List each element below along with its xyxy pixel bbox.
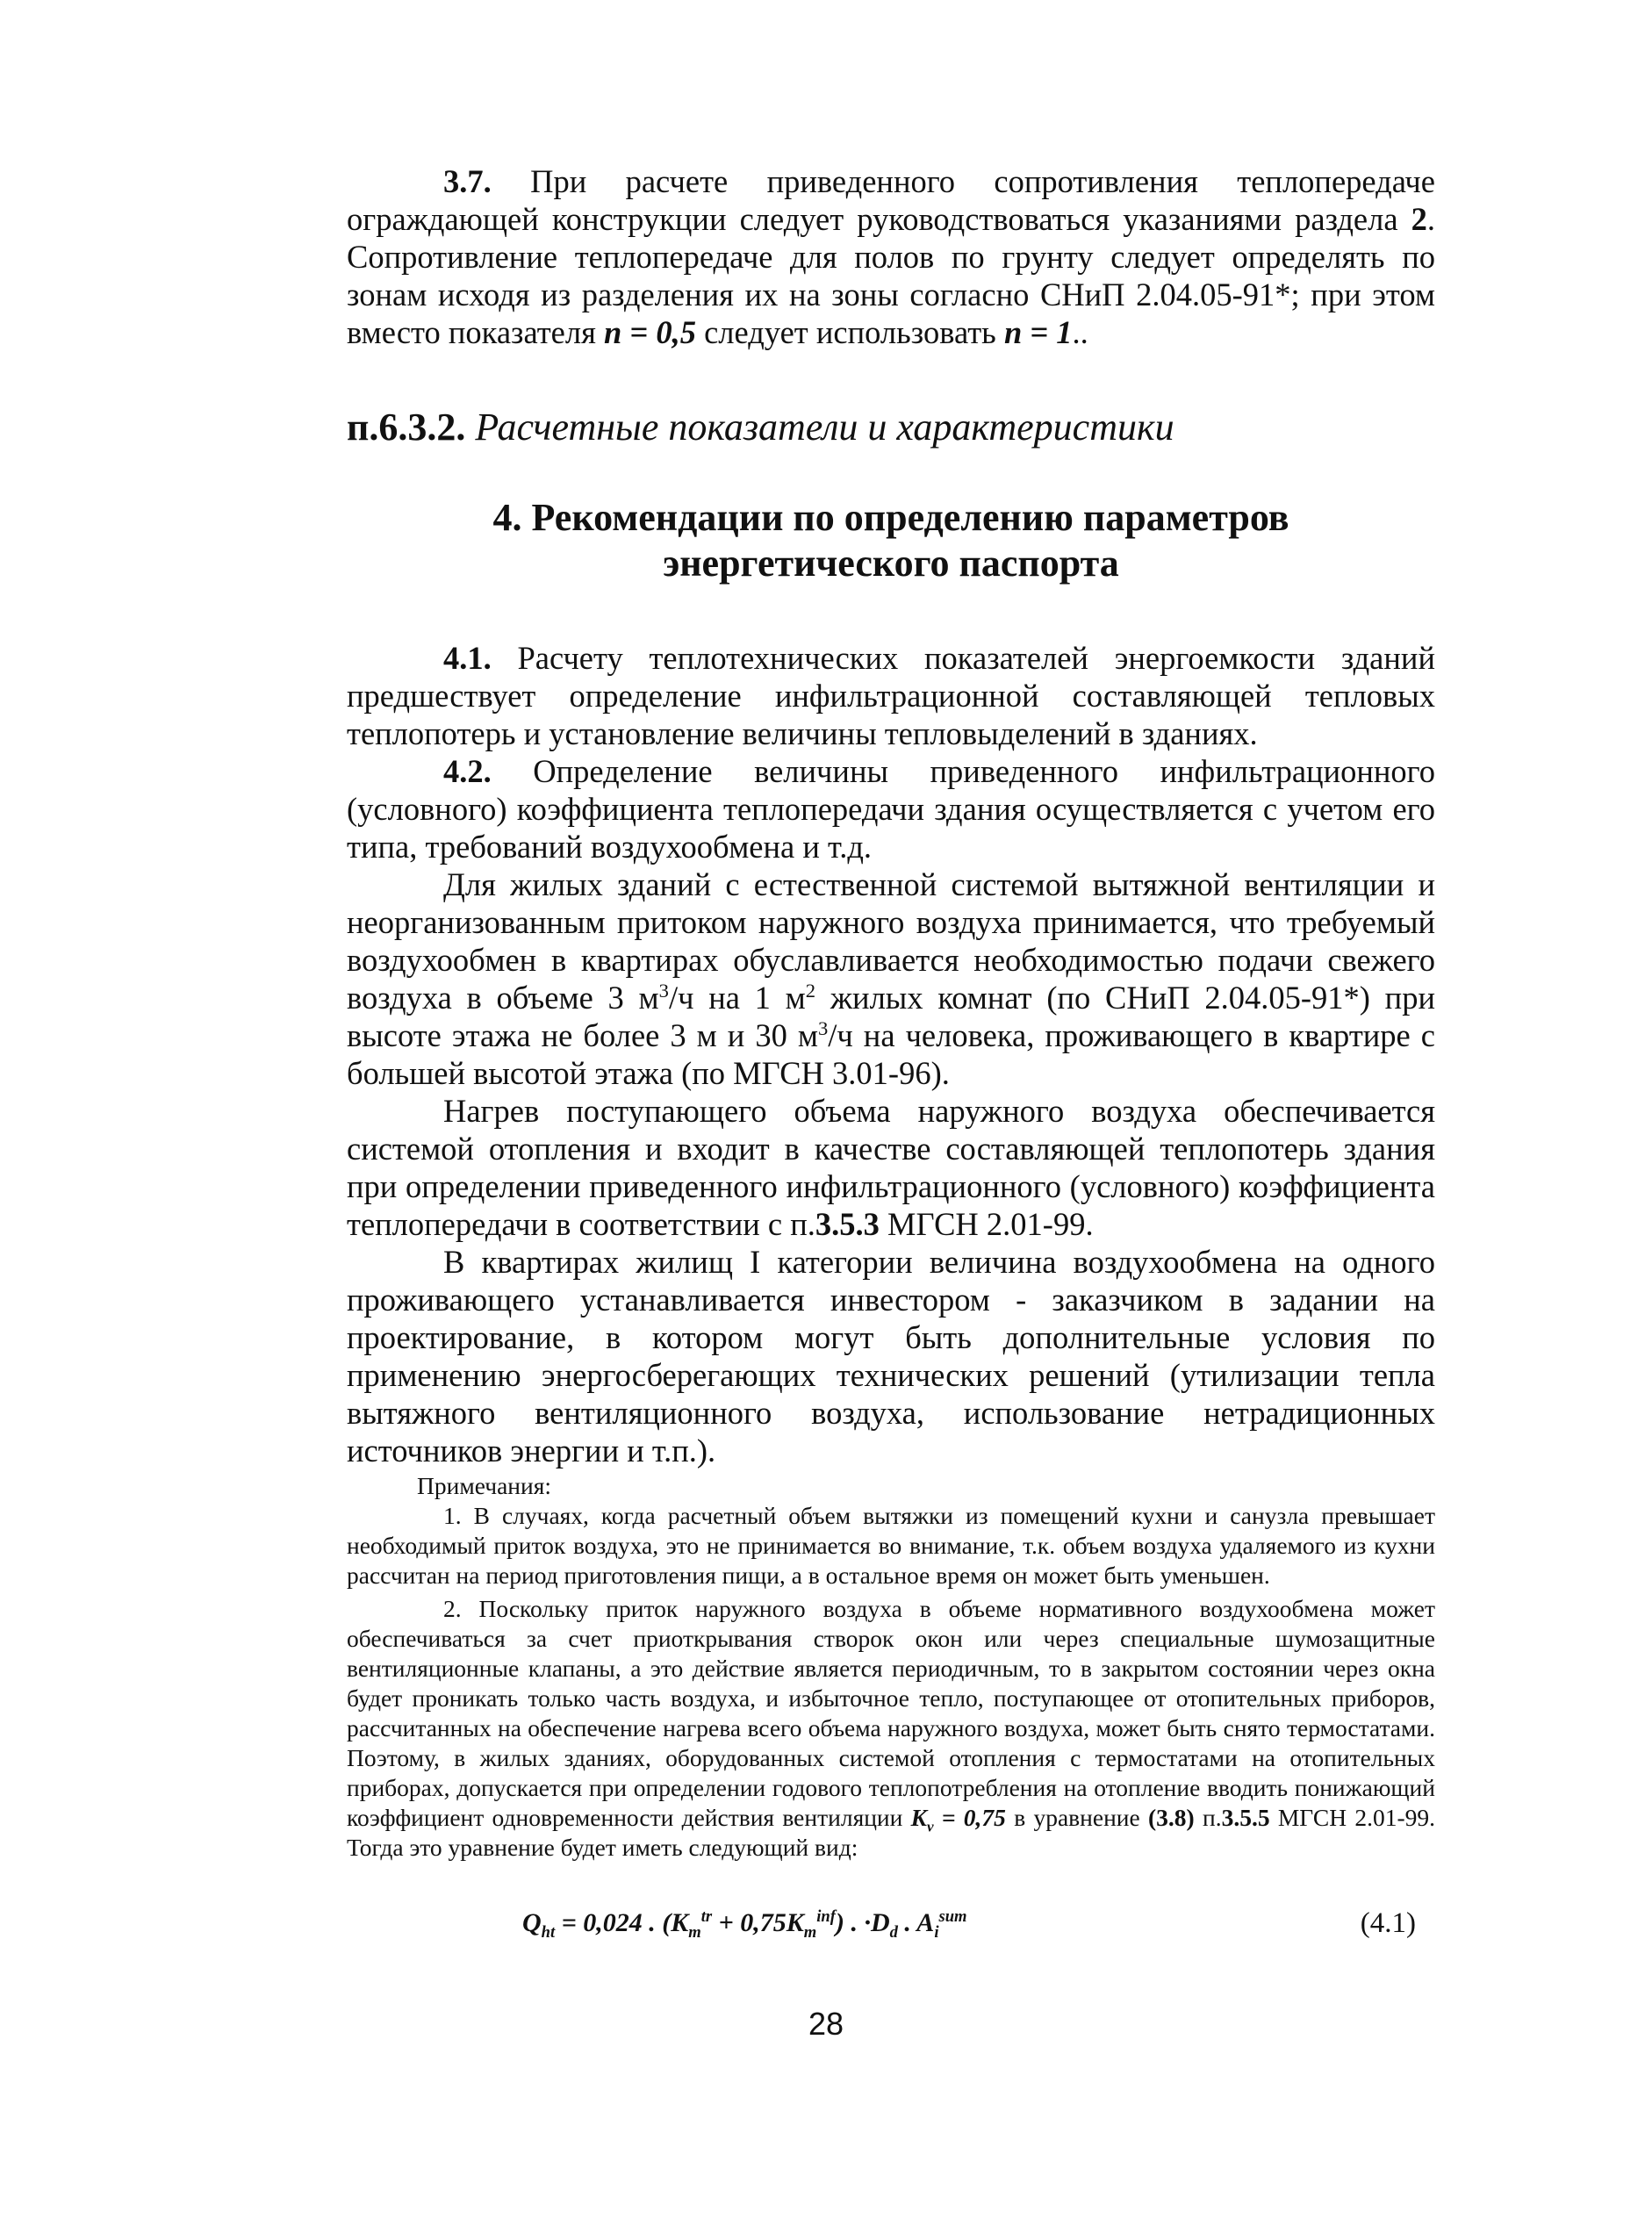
math-value: = 0,75 [933,1804,1006,1831]
math-expression: n = 1 [1003,314,1073,350]
text-run: жилых комнат (по СНиП 2.04.05-91*) при высоте этажа не более 3 м и 30 м [347,980,1435,1053]
note-2 [347,1594,1435,1863]
superscript: tr [700,1907,713,1926]
math-text: . A [897,1908,935,1937]
reference-number: п.6.3.2. [347,406,466,449]
paragraph-4-2 [347,752,1435,865]
text-run: МГСН 2.01-99. [879,1206,1094,1242]
subscript: i [934,1923,939,1942]
math-symbol: K [910,1804,927,1831]
paragraph-living-buildings [347,865,1435,1092]
subscript: m [803,1923,817,1942]
equation-ref: (3.8) [1148,1804,1195,1831]
clause-ref: 3.5.3 [815,1206,880,1242]
superscript: sum [938,1907,967,1926]
superscript: 2 [805,979,816,1002]
equation-4-1 [522,1901,967,1945]
text-run: 2. Поскольку приток наружного воздуха в объеме нормативного воздухообмена может обеспечиваться за счет приоткрывания створок окон или через специальные шумозащитные вентиляционные клапаны, а это действие является периодичным, то в закрытом состоянии через окна будет проникать только часть воздуха, и избыточное тепло, поступающее от отопительных приборов, рассчитанных на обеспечение нагрева всего объема наружного воздуха, может быть снято термостатами. Поэтому, в жилых зданиях, оборудованных системой отопления с термостатами на отопительных приборах, допускается при определении годового теплопотребления на отопление вводить понижающий коэффициент одновременности действия вентиляции [347,1595,1435,1831]
section-ref: 2 [1411,201,1427,237]
text-run: При расчете приведенного сопротивления теплопередаче ограждающей конструкции следует руководствоваться указаниями раздела [347,163,1435,237]
reference-title: Расчетные показатели и характеристики [465,406,1174,449]
superscript: 3 [658,979,669,1002]
math-text: = 0,024 . (K [555,1908,689,1937]
math-text: ) . ·D [835,1908,890,1937]
math-text: + 0,75K [712,1908,804,1937]
superscript: inf [816,1907,836,1926]
clause-number: 3.7. [443,163,492,199]
text-run: /ч на 1 м [668,980,806,1016]
notes-title: Примечания: [417,1472,552,1499]
note-1: 1. В случаях, когда расчетный объем вытяжки из помещений кухни и санузла превышает необходимый приток воздуха, это не принимается во внимание, т.к. объем воздуха удаляемого из кухни рассчитан на период приготовления пищи, а в остальное время он может быть уменьшен. [347,1502,1435,1589]
clause-number: 4.1. [443,640,492,676]
equation-number: (4.1) [1360,1907,1416,1939]
text-run: Для жилых зданий с естественной системой вытяжной вентиляции и неорганизованным притоком наружного воздуха принимается, что требуемый воздухообмен в квартирах обуславливается необходимостью подачи свежего воздуха в объеме 3 м [347,866,1435,1016]
text-run: /ч на человека, проживающего в квартире с большей высотой этажа (по МГСН 3.01-96). [347,1017,1435,1091]
text-run: в уравнение [1005,1804,1148,1831]
math-expression [910,1804,1006,1835]
text-run: .. [1072,314,1088,350]
subscript: d [889,1923,898,1942]
clause-number: 4.2. [443,753,492,789]
text-run: . Сопротивление теплопередаче для полов по грунту следует определять по зонам исходя из разделения их на зоны согласно СНиП 2.04.05-91*; при этом вместо показателя [347,201,1435,350]
equation-row [347,1901,1435,1945]
subscript: m [688,1923,701,1942]
section-reference [347,406,1435,449]
subscript: ht [541,1923,556,1942]
text-run: Нагрев поступающего объема наружного воздуха обеспечивается системой отопления и входит в качестве составляющей теплопотерь здания при определении приведенного инфильтрационного (условного) коэффициента теплопередачи в соответствии с п. [347,1093,1435,1242]
math-symbol: Q [522,1908,542,1937]
superscript: 3 [817,1016,829,1039]
paragraph-heating [347,1092,1435,1243]
math-expression: n = 0,5 [603,314,696,350]
text-run: Расчету теплотехнических показателей энергоемкости зданий предшествует определение инфильтрационной составляющей тепловых теплопотерь и установление величины тепловыделений в зданиях. [347,640,1435,751]
page-content [347,162,1435,1945]
paragraph-3-7 [347,162,1435,351]
subscript: v [927,1818,934,1835]
page-number: 28 [808,2006,844,2042]
text-run: Определение величины приведенного инфильтрационного (условного) коэффициента теплопередачи здания осуществляется с учетом его типа, требований воздухообмена и т.д. [347,753,1435,865]
section-heading: 4. Рекомендации по определению параметров энергетического паспорта [492,496,1289,585]
text-run: следует использовать [695,314,1004,350]
text-run: МГСН 2.01-99. Тогда это уравнение будет иметь следующий вид: [347,1804,1435,1861]
paragraph-4-1 [347,639,1435,752]
clause-ref: 3.5.5 [1221,1804,1270,1831]
text-run: п. [1194,1804,1222,1831]
paragraph-category-1: В квартирах жилищ I категории величина воздухообмена на одного проживающего устанавливается инвестором - заказчиком в задании на проектирование, в котором могут быть дополнительные условия по применению энергосберегающих технических решений (утилизации тепла вытяжного вентиляционного воздуха, использование нетрадиционных источников энергии и т.п.). [347,1244,1435,1469]
